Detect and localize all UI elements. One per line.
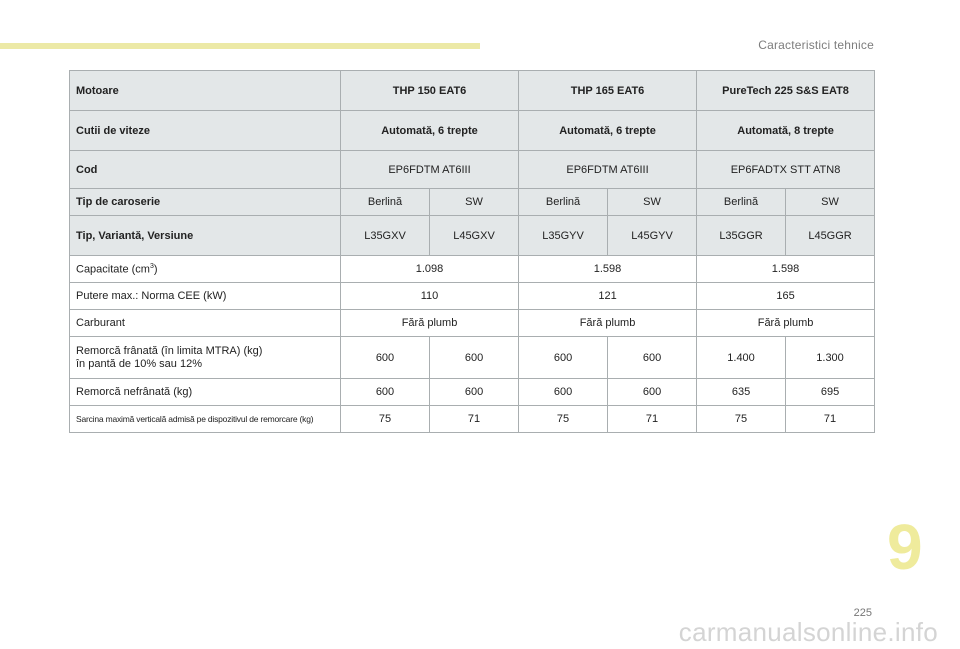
braked-trailer-cell: 600 <box>608 337 697 379</box>
label-line: Remorcă frânată (în limita MTRA) (kg) <box>76 344 263 357</box>
row-cod <box>70 151 875 189</box>
capacity-cell: 1.098 <box>341 256 519 283</box>
decorative-top-bar <box>0 43 480 49</box>
row-cutii-de-viteze <box>70 111 875 151</box>
row-label: Putere max.: Norma CEE (kW) <box>70 283 341 310</box>
row-label <box>70 256 341 283</box>
power-cell: 165 <box>697 283 875 310</box>
label-text: Capacitate (cm <box>76 263 150 276</box>
row-motoare <box>70 71 875 111</box>
gearbox-cell: Automată, 8 trepte <box>697 111 875 151</box>
row-varianta <box>70 216 875 256</box>
vertical-load-cell: 75 <box>519 406 608 433</box>
variant-cell: L35GXV <box>341 216 430 256</box>
body-type-cell: SW <box>608 189 697 216</box>
row-label: Sarcina maximă verticală admisă pe dispozitivul de remorcare (kg) <box>70 406 341 433</box>
body-type-cell: Berlină <box>519 189 608 216</box>
row-putere <box>70 283 875 310</box>
unbraked-trailer-cell: 695 <box>786 379 875 406</box>
row-carburant <box>70 310 875 337</box>
vertical-load-cell: 71 <box>786 406 875 433</box>
power-cell: 110 <box>341 283 519 310</box>
label-line: în pantă de 10% sau 12% <box>76 357 202 370</box>
vertical-load-cell: 75 <box>697 406 786 433</box>
variant-cell: L45GGR <box>786 216 875 256</box>
row-label: Motoare <box>70 71 341 111</box>
row-label: Carburant <box>70 310 341 337</box>
code-cell: EP6FDTM AT6III <box>519 151 697 189</box>
technical-specs-table <box>69 70 875 433</box>
unbraked-trailer-cell: 635 <box>697 379 786 406</box>
unbraked-trailer-cell: 600 <box>608 379 697 406</box>
row-label: Tip, Variantă, Versiune <box>70 216 341 256</box>
braked-trailer-cell: 1.300 <box>786 337 875 379</box>
unbraked-trailer-cell: 600 <box>341 379 430 406</box>
row-tip-caroserie <box>70 189 875 216</box>
row-remorca-franata <box>70 337 875 379</box>
braked-trailer-cell: 600 <box>430 337 519 379</box>
power-cell: 121 <box>519 283 697 310</box>
braked-trailer-cell: 600 <box>341 337 430 379</box>
body-type-cell: SW <box>786 189 875 216</box>
label-close: ) <box>153 263 158 276</box>
capacity-cell: 1.598 <box>519 256 697 283</box>
capacity-cell: 1.598 <box>697 256 875 283</box>
variant-cell: L35GGR <box>697 216 786 256</box>
variant-cell: L35GYV <box>519 216 608 256</box>
row-label: Tip de caroserie <box>70 189 341 216</box>
gearbox-cell: Automată, 6 trepte <box>519 111 697 151</box>
code-cell: EP6FDTM AT6III <box>341 151 519 189</box>
vertical-load-cell: 75 <box>341 406 430 433</box>
unbraked-trailer-cell: 600 <box>430 379 519 406</box>
variant-cell: L45GYV <box>608 216 697 256</box>
body-type-cell: SW <box>430 189 519 216</box>
fuel-cell: Fără plumb <box>697 310 875 337</box>
engine-cell: THP 150 EAT6 <box>341 71 519 111</box>
engine-cell: PureTech 225 S&S EAT8 <box>697 71 875 111</box>
unbraked-trailer-cell: 600 <box>519 379 608 406</box>
unit-superscript: 3 <box>149 262 154 270</box>
engine-cell: THP 165 EAT6 <box>519 71 697 111</box>
body-type-cell: Berlină <box>697 189 786 216</box>
variant-cell: L45GXV <box>430 216 519 256</box>
watermark: carmanualsonline.info <box>678 617 938 647</box>
braked-trailer-cell: 1.400 <box>697 337 786 379</box>
fuel-cell: Fără plumb <box>341 310 519 337</box>
braked-trailer-cell: 600 <box>519 337 608 379</box>
chapter-number: 9 <box>887 511 923 583</box>
row-label: Cod <box>70 151 341 189</box>
section-title: Caracteristici tehnice <box>758 38 874 52</box>
row-label: Cutii de viteze <box>70 111 341 151</box>
row-sarcina-verticala <box>70 406 875 433</box>
row-label: Remorcă nefrânată (kg) <box>70 379 341 406</box>
vertical-load-cell: 71 <box>430 406 519 433</box>
fuel-cell: Fără plumb <box>519 310 697 337</box>
row-capacitate <box>70 256 875 283</box>
code-cell: EP6FADTX STT ATN8 <box>697 151 875 189</box>
page-number: 225 <box>853 607 872 619</box>
gearbox-cell: Automată, 6 trepte <box>341 111 519 151</box>
row-label <box>70 337 341 379</box>
row-remorca-nefranata <box>70 379 875 406</box>
body-type-cell: Berlină <box>341 189 430 216</box>
vertical-load-cell: 71 <box>608 406 697 433</box>
